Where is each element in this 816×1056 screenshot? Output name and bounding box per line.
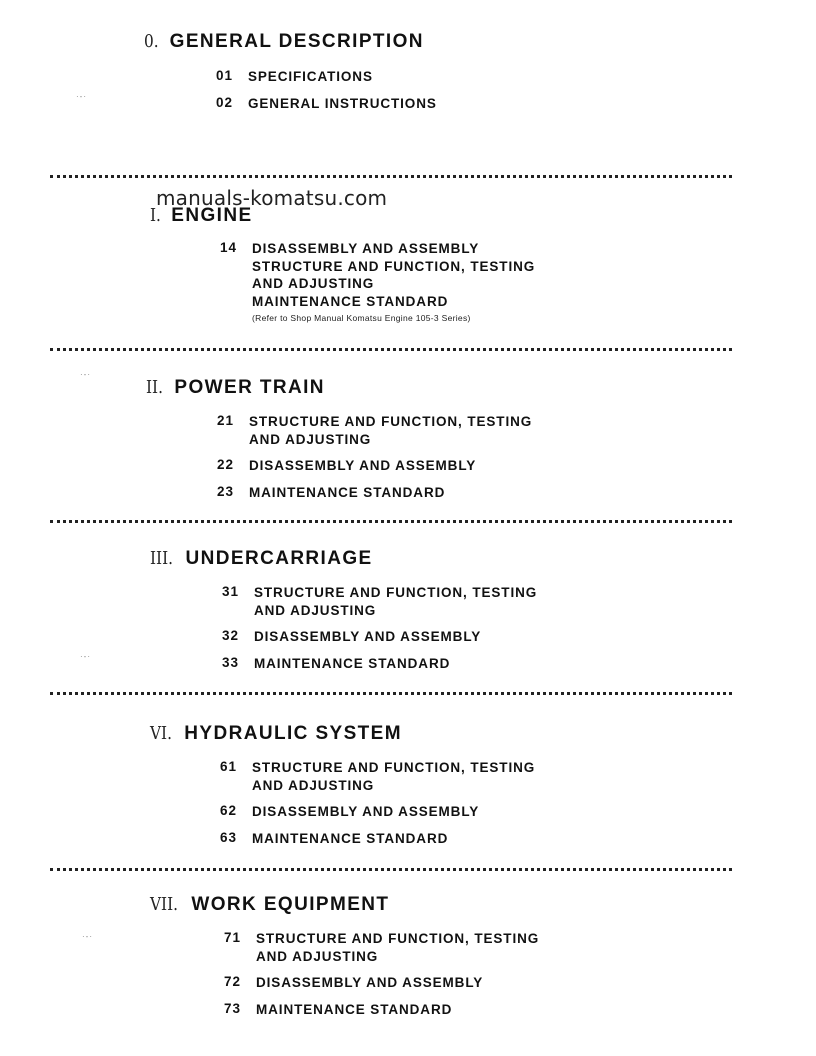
item-number: 31: [222, 584, 240, 599]
item-line: DISASSEMBLY AND ASSEMBLY: [249, 458, 477, 473]
item-line: AND ADJUSTING: [254, 602, 377, 618]
section-items: [220, 759, 535, 856]
section-numeral: VI.: [150, 723, 172, 744]
list-item[interactable]: [216, 95, 437, 113]
item-line: STRUCTURE AND FUNCTION, TESTING: [249, 414, 533, 429]
section-heading: [150, 723, 402, 745]
section-numeral: III.: [150, 548, 174, 569]
section-heading: [144, 31, 424, 53]
item-number: 72: [224, 974, 242, 989]
item-line: AND ADJUSTING: [256, 948, 379, 964]
section-divider: [50, 520, 732, 523]
item-line: STRUCTURE AND FUNCTION, TESTING: [256, 931, 540, 946]
section-numeral: VII.: [150, 894, 179, 915]
list-item[interactable]: [224, 930, 539, 965]
item-number: 22: [217, 457, 235, 472]
section-heading: [150, 548, 373, 570]
item-number: 63: [220, 829, 238, 845]
item-number: 32: [222, 628, 240, 643]
section-divider: [50, 868, 732, 871]
scan-speck: ·-·: [82, 932, 93, 941]
item-number: 21: [217, 413, 235, 428]
list-item[interactable]: [222, 655, 537, 673]
section-items: [220, 240, 535, 335]
item-line: STRUCTURE AND FUNCTION, TESTING: [252, 760, 536, 775]
list-item[interactable]: [217, 457, 532, 475]
scan-speck: ·-·: [80, 652, 91, 661]
item-line: STRUCTURE AND FUNCTION, TESTING: [252, 258, 536, 274]
section-items: [224, 930, 539, 1027]
section-title: POWER TRAIN: [174, 377, 325, 398]
item-line: DISASSEMBLY AND ASSEMBLY: [254, 629, 482, 644]
list-item[interactable]: [220, 830, 535, 848]
section-title: UNDERCARRIAGE: [185, 548, 373, 569]
section-items: [222, 584, 537, 681]
item-number: 23: [217, 483, 235, 499]
list-item[interactable]: [217, 413, 532, 448]
list-item[interactable]: [216, 68, 437, 86]
item-line: SPECIFICATIONS: [248, 69, 373, 84]
section-items: [217, 413, 532, 510]
scan-speck: ·-·: [76, 92, 87, 101]
item-line: AND ADJUSTING: [252, 276, 375, 291]
item-number: 73: [224, 1000, 242, 1016]
list-item[interactable]: [222, 584, 537, 619]
item-line: MAINTENANCE STANDARD: [249, 484, 446, 500]
item-line: AND ADJUSTING: [252, 777, 375, 793]
item-line: MAINTENANCE STANDARD: [252, 293, 449, 309]
item-number: 62: [220, 803, 238, 818]
scan-speck: ·-·: [80, 370, 91, 379]
list-item[interactable]: [217, 484, 532, 502]
section-divider: [50, 692, 732, 695]
list-item[interactable]: [224, 1001, 539, 1019]
section-numeral: 0.: [144, 31, 159, 52]
section-divider: [50, 175, 732, 178]
section-heading: [146, 377, 325, 399]
item-line: MAINTENANCE STANDARD: [252, 830, 449, 846]
item-number: 01: [216, 68, 234, 83]
section-numeral: I.: [150, 205, 161, 226]
section-title: GENERAL DESCRIPTION: [169, 31, 424, 52]
item-number: 14: [220, 240, 238, 255]
watermark: manuals-komatsu.com: [156, 186, 388, 210]
list-item[interactable]: [220, 759, 535, 794]
item-line: MAINTENANCE STANDARD: [254, 655, 451, 671]
item-line: DISASSEMBLY AND ASSEMBLY: [252, 241, 480, 256]
item-line: STRUCTURE AND FUNCTION, TESTING: [254, 585, 538, 600]
item-note: (Refer to Shop Manual Komatsu Engine 105-3 Series): [252, 313, 471, 323]
item-number: 02: [216, 94, 234, 110]
item-line: GENERAL INSTRUCTIONS: [248, 95, 437, 111]
item-line: DISASSEMBLY AND ASSEMBLY: [256, 975, 484, 990]
list-item[interactable]: [224, 974, 539, 992]
section-heading: [150, 894, 389, 916]
item-number: 71: [224, 930, 242, 945]
item-line: MAINTENANCE STANDARD: [256, 1001, 453, 1017]
section-items: [216, 68, 437, 121]
item-number: 33: [222, 654, 240, 670]
section-numeral: II.: [146, 377, 163, 398]
section-title: WORK EQUIPMENT: [191, 894, 390, 915]
list-item[interactable]: [222, 628, 537, 646]
list-item[interactable]: [220, 803, 535, 821]
section-title: HYDRAULIC SYSTEM: [184, 723, 402, 744]
section-title: ENGINE: [171, 205, 253, 226]
item-line: AND ADJUSTING: [249, 431, 372, 447]
section-divider: [50, 348, 732, 351]
list-item[interactable]: [220, 240, 535, 326]
item-line: DISASSEMBLY AND ASSEMBLY: [252, 804, 480, 819]
item-number: 61: [220, 759, 238, 774]
